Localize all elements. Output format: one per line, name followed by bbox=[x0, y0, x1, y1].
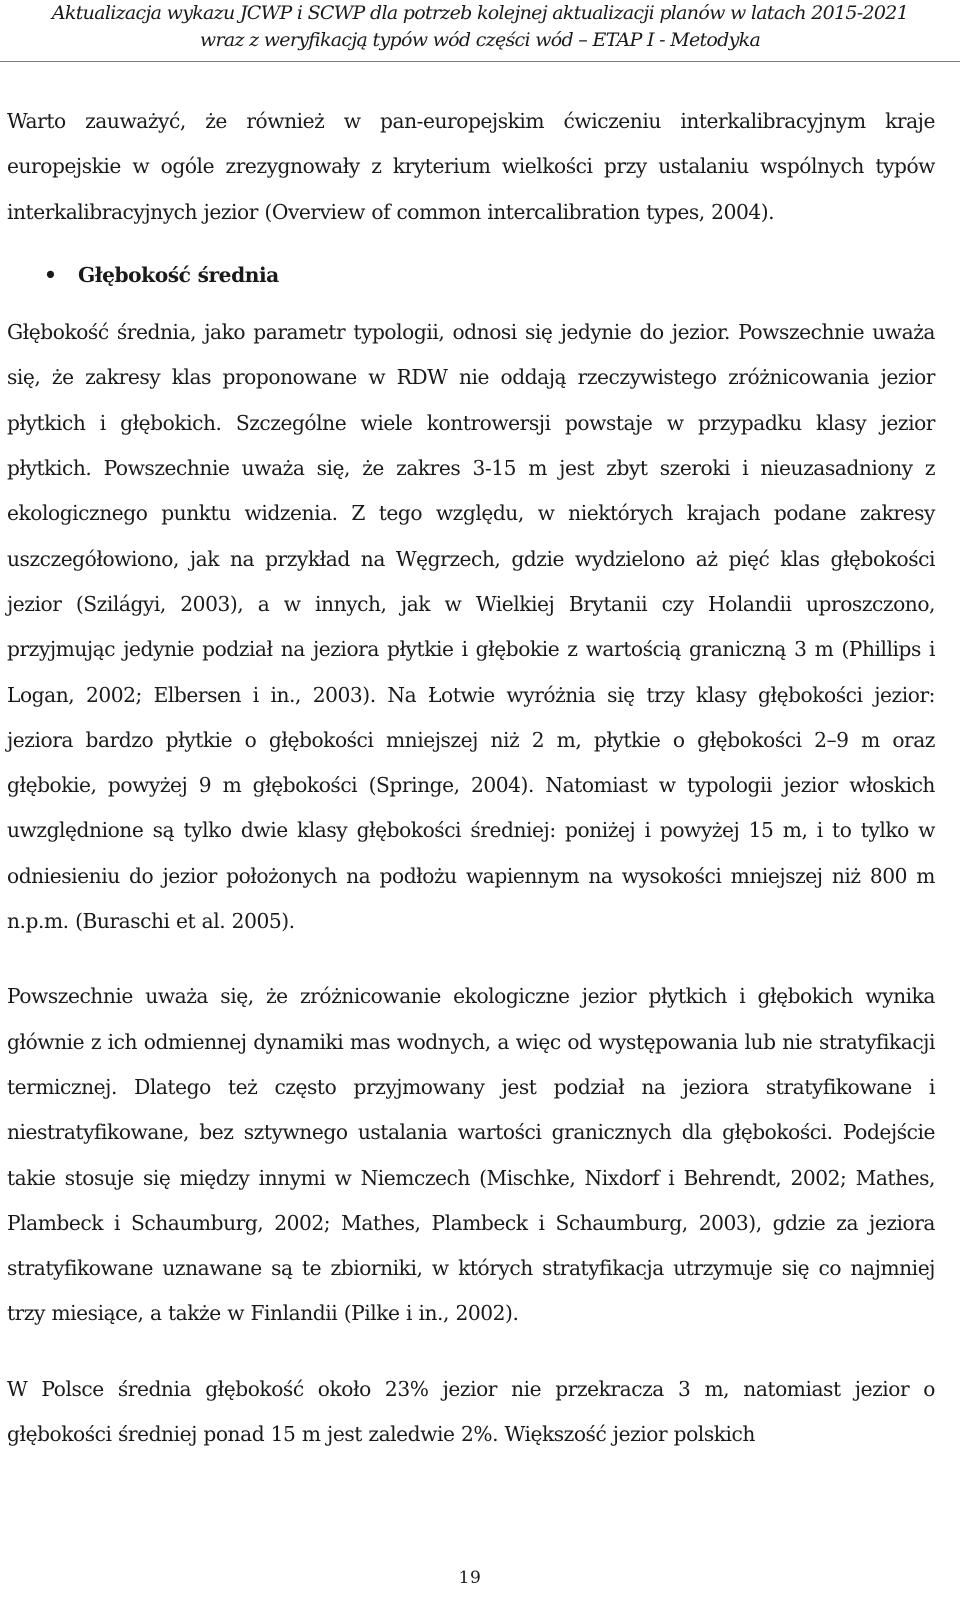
paragraph-poland-depth: W Polsce średnia głębokość około 23% jezior nie przekracza 3 m, natomiast jezior o głębokości średniej ponad 15 m jest zaledwie 2%. Większość jezior polskich bbox=[7, 1376, 935, 1447]
header-title-line-2: wraz z weryfikacją typów wód części wód – ETAP I - Metodyka bbox=[199, 29, 761, 51]
bullet-icon: • bbox=[44, 262, 57, 287]
document-header bbox=[0, 0, 960, 54]
header-divider bbox=[0, 61, 960, 62]
paragraph-spacer bbox=[7, 944, 935, 974]
paragraph-mean-depth: Głębokość średnia, jako parametr typologii, odnosi się jedynie do jezior. Powszechnie uważa się, że zakresy klas proponowane w RDW nie oddają rzeczywistego zróżnicowania jezior płytkich i głębokich. Szczególne wiele kontrowersji powstaje w przypadku klasy jezior płytkich. Powszechnie uważa się, że zakres 3-15 m jest zbyt szeroki i nieuzasadniony z ekologicznego punktu widzenia. Z tego względu, w niektórych krajach podane zakresy uszczegółowiono, jak na przykład na Węgrzech, gdzie wydzielono aż pięć klas głębokości jezior (Szilágyi, 2003), a w innych, jak w Wielkiej Brytanii czy Holandii uproszczono, przyjmując jedynie podział na jeziora płytkie i głębokie z wartością graniczną 3 m (Phillips i Logan, 2002; Elbersen i in., 2003). Na Łotwie wyróżnia się trzy klasy głębokości jezior: jeziora bardzo płytkie o głębokości mniejszej niż 2 m, płytkie o głębokości 2–9 m oraz głębokie, powyżej 9 m głębokości (Springe, 2004). Natomiast w typologii jezior włoskich uwzględnione są tylko dwie klasy głębokości średniej: poniżej i powyżej 15 m, i to tylko w odniesieniu do jezior położonych na podłożu wapiennym na wysokości mniejszej niż 800 m n.p.m. (Buraschi et al. 2005). bbox=[7, 320, 935, 934]
paragraph-stratification: Powszechnie uważa się, że zróżnicowanie ekologiczne jezior płytkich i głębokich wynika głównie z ich odmiennej dynamiki mas wodnych, a więc od występowania lub nie stratyfikacji termicznej. Dlatego też często przyjmowany jest podział na jeziora stratyfikowane i niestratyfikowane, bez sztywnego ustalania wartości granicznych dla głębokości. Podejście takie stosuje się między innymi w Niemczech (Mischke, Nixdorf i Behrendt, 2002; Mathes, Plambeck i Schaumburg, 2002; Mathes, Plambeck i Schaumburg, 2003), gdzie za jeziora stratyfikowane uznawane są te zbiorniki, w których stratyfikacja utrzymuje się co najmniej trzy miesiące, a także w Finlandii (Pilke i in., 2002). bbox=[7, 984, 935, 1326]
section-heading-text: Głębokość średnia bbox=[78, 262, 279, 287]
header-title-line-1: Aktualizacja wykazu JCWP i SCWP dla potrzeb kolejnej aktualizacji planów w latach 2015-2021 bbox=[51, 2, 909, 24]
page-number: 19 bbox=[458, 1568, 482, 1588]
document-body bbox=[7, 99, 935, 1457]
paragraph-spacer bbox=[7, 1337, 935, 1367]
paragraph-intercalibration: Warto zauważyć, że również w pan-europejskim ćwiczeniu interkalibracyjnym kraje europejskie w ogóle zrezygnowały z kryterium wielkości przy ustalaniu wspólnych typów interkalibracyjnych jezior (Overview of common intercalibration types, 2004). bbox=[7, 109, 935, 224]
section-heading-mean-depth bbox=[7, 253, 935, 298]
